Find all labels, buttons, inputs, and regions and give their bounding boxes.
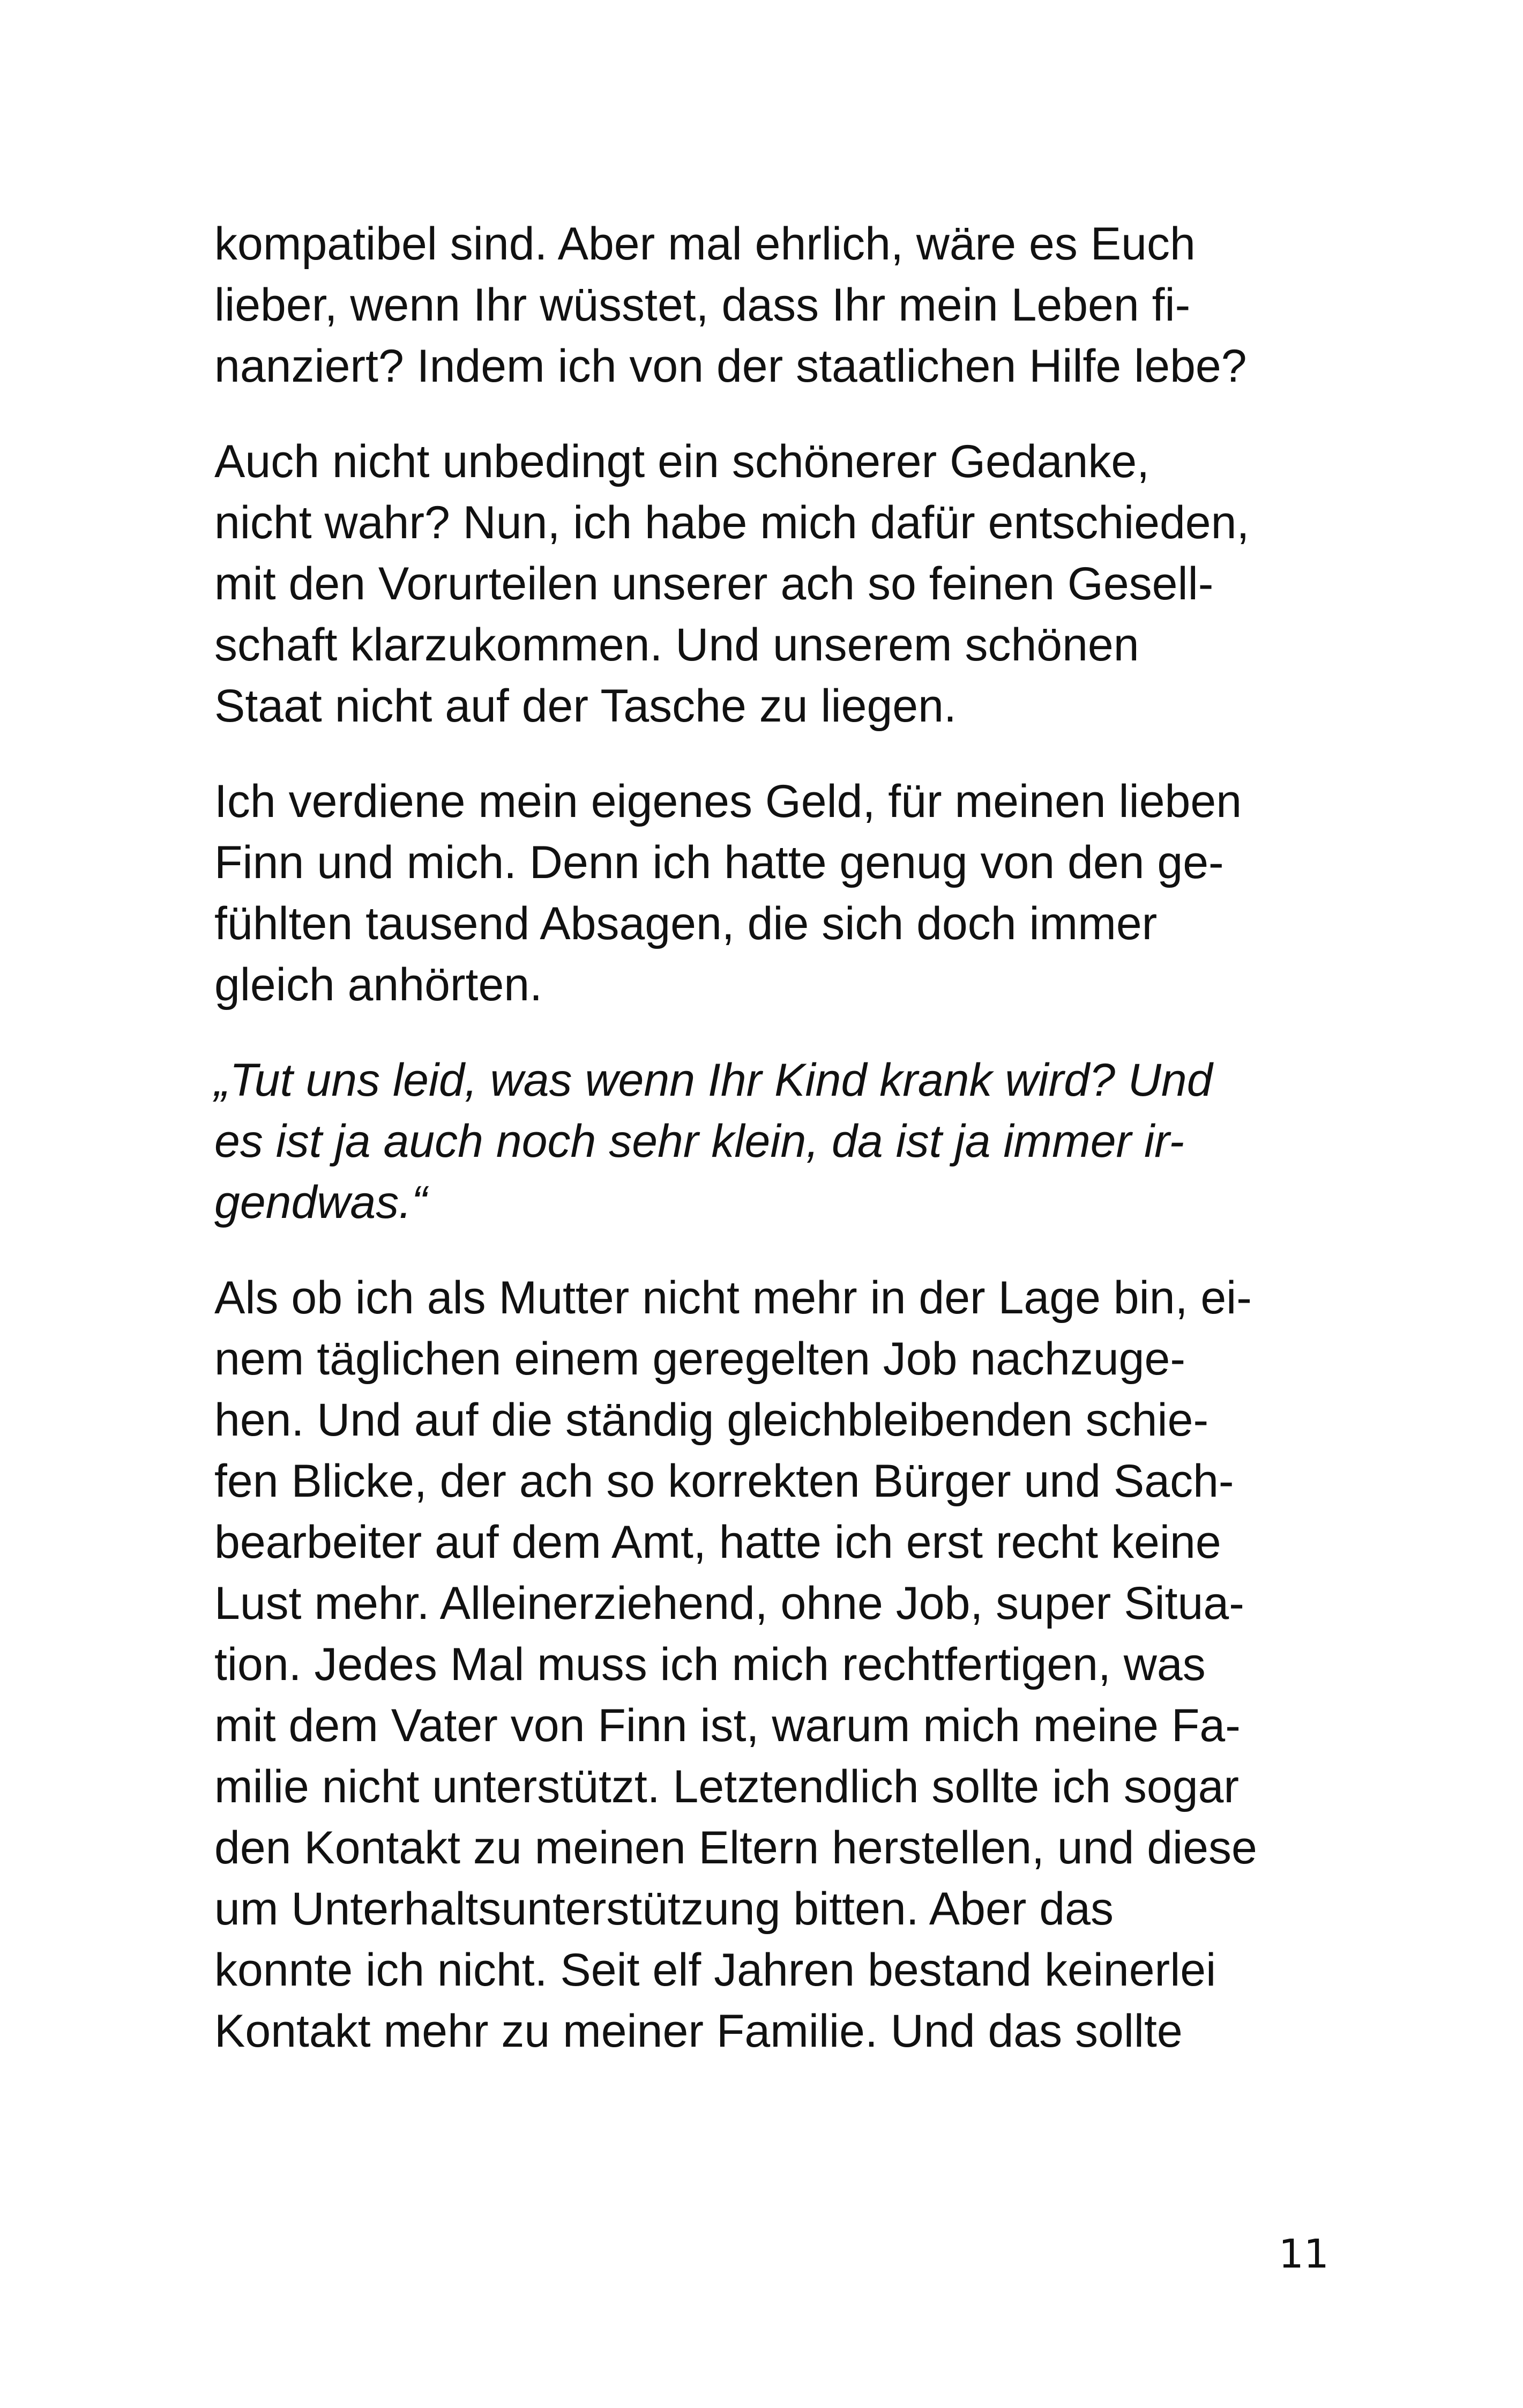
text-line: den Kontakt zu meinen Eltern herstellen, und diese (214, 1822, 1257, 1874)
text-line: hen. Und auf die ständig gleichbleibenden schie- (214, 1394, 1209, 1446)
text-line: fühlten tausend Absagen, die sich doch immer (214, 898, 1158, 949)
text-line: konnte ich nicht. Seit elf Jahren bestand keinerlei (214, 1944, 1216, 1996)
text-line: mit den Vorurteilen unserer ach so feinen Gesell- (214, 558, 1214, 610)
text-line: milie nicht unterstützt. Letztendlich sollte ich sogar (214, 1761, 1240, 1812)
text-line: nanziert? Indem ich von der staatlichen Hilfe lebe? (214, 340, 1247, 392)
paragraph (214, 771, 1329, 1015)
text-line: kompatibel sind. Aber mal ehrlich, wäre es Euch (214, 218, 1196, 270)
text-line: gendwas.“ (214, 1177, 427, 1228)
text-line: Staat nicht auf der Tasche zu liegen. (214, 680, 957, 732)
text-line: Ich verdiene mein eigenes Geld, für meinen lieben (214, 776, 1242, 827)
body-text (214, 213, 1329, 2096)
text-line: Lust mehr. Alleinerziehend, ohne Job, super Situa- (214, 1578, 1244, 1629)
text-line: bearbeiter auf dem Amt, hatte ich erst recht keine (214, 1517, 1221, 1568)
text-line: Finn und mich. Denn ich hatte genug von den ge- (214, 837, 1224, 888)
text-line: schaft klarzukommen. Und unserem schönen (214, 619, 1139, 671)
paragraph (214, 431, 1329, 737)
paragraph (214, 213, 1329, 397)
text-line: Auch nicht unbedingt ein schönerer Gedanke, (214, 436, 1150, 487)
text-line: nem täglichen einem geregelten Job nachzuge- (214, 1333, 1185, 1385)
quote-paragraph (214, 1050, 1329, 1233)
text-line: mit dem Vater von Finn ist, warum mich meine Fa- (214, 1700, 1241, 1751)
text-line: um Unterhaltsunterstützung bitten. Aber das (214, 1883, 1114, 1935)
text-line: Kontakt mehr zu meiner Familie. Und das sollte (214, 2005, 1183, 2057)
text-line: „Tut uns leid, was wenn Ihr Kind krank wird? Und (214, 1054, 1213, 1106)
text-line: nicht wahr? Nun, ich habe mich dafür entschieden, (214, 497, 1250, 548)
text-line: es ist ja auch noch sehr klein, da ist ja immer ir- (214, 1116, 1184, 1167)
paragraph (214, 1267, 1329, 2062)
text-line: fen Blicke, der ach so korrekten Bürger und Sach- (214, 1455, 1234, 1507)
text-line: tion. Jedes Mal muss ich mich rechtfertigen, was (214, 1639, 1206, 1690)
text-line: Als ob ich als Mutter nicht mehr in der Lage bin, ei- (214, 1272, 1252, 1324)
page-number: 11 (1278, 2231, 1329, 2277)
text-line: lieber, wenn Ihr wüsstet, dass Ihr mein Leben fi- (214, 279, 1191, 331)
text-line: gleich anhörten. (214, 959, 542, 1010)
